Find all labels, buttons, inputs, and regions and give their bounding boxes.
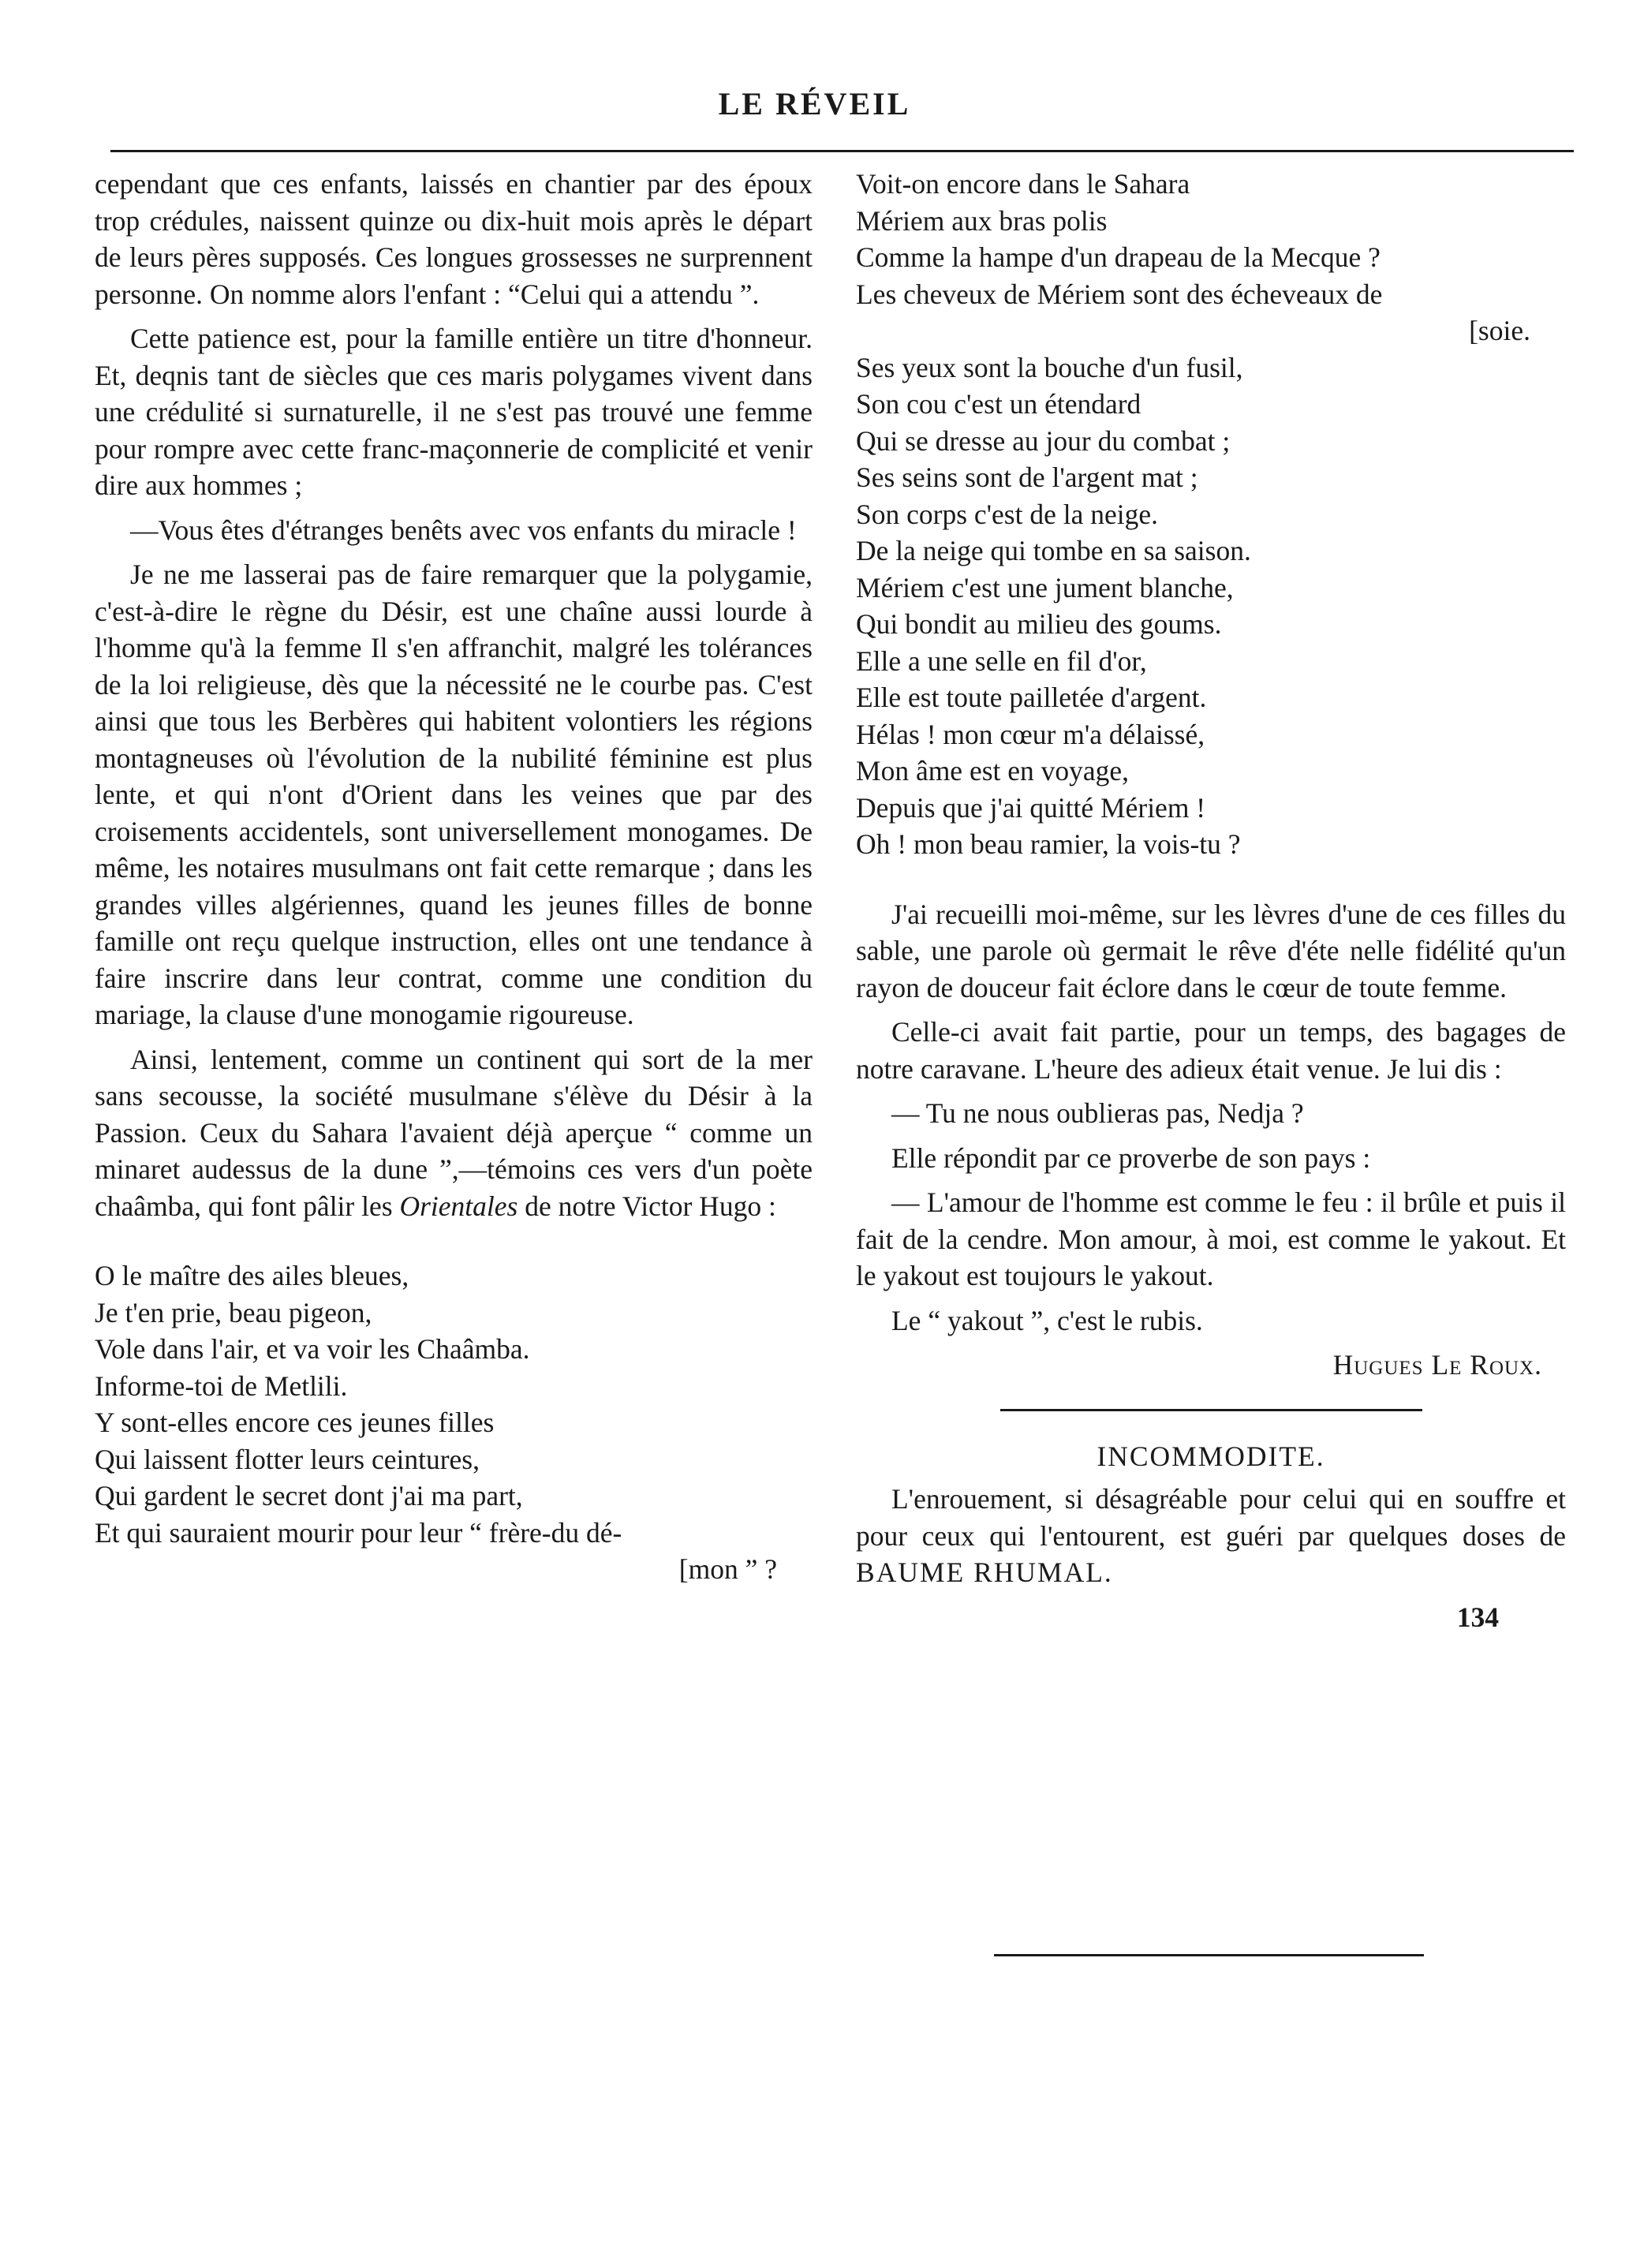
- verse-line: Vole dans l'air, et va voir les Chaâmba.: [95, 1333, 530, 1365]
- verse-line: Mériem aux bras polis: [856, 204, 1108, 237]
- verse-line: Elle a une selle en fil d'or,: [856, 645, 1147, 677]
- verse-line: Son corps c'est de la neige.: [856, 498, 1158, 530]
- italic-title: Orientales: [399, 1190, 518, 1222]
- verse-line: Y sont-elles encore ces jeunes filles: [95, 1407, 495, 1438]
- paragraph: — Tu ne nous oublieras pas, Nedja ?: [891, 1097, 1304, 1129]
- paragraph: Le “ yakout ”, c'est le rubis.: [891, 1304, 1203, 1336]
- paragraph: Celle-ci avait fait partie, pour un temps, des bagages de notre caravane. L'heure des adieux était venue. Je lui dis :: [856, 1016, 1566, 1085]
- verse-line: Voit-on encore dans le Sahara: [856, 168, 1190, 200]
- poem-stanza: [856, 166, 1566, 349]
- paragraph-with-italic: [95, 1041, 813, 1225]
- bottom-divider: [994, 1954, 1424, 1956]
- page-number: 134: [1456, 1601, 1499, 1633]
- paragraph: — L'amour de l'homme est comme le feu : il brûle et puis il fait de la cendre. Mon amour, à moi, est comme le yakout. Et le yakout est toujours le yakout.: [856, 1186, 1566, 1291]
- verse-line: Qui bondit au milieu des goums.: [856, 608, 1222, 640]
- verse-line: Hélas ! mon cœur m'a délaissé,: [856, 718, 1205, 750]
- verse-line: Je t'en prie, beau pigeon,: [95, 1296, 372, 1328]
- right-column: [856, 166, 1566, 1635]
- product-name: BAUME RHUMAL.: [856, 1556, 1113, 1588]
- notice-text: [856, 1481, 1566, 1591]
- verse-line: Son cou c'est un étendard: [856, 388, 1141, 420]
- poem-stanza: [856, 349, 1566, 863]
- verse-line: De la neige qui tombe en sa saison.: [856, 535, 1251, 566]
- verse-line: Qui gardent le secret dont j'ai ma part,: [95, 1480, 523, 1511]
- paragraph: Je ne me lasserai pas de faire remarquer que la polygamie, c'est-à-dire le règne du Désir, est une chaîne aussi lourde à l'homme qu'à la femme Il s'en affranchit, malgré les tolérances de la loi religieuse, dès que la nécessité ne le courbe pas. C'est ainsi que tous les Berbères qui habitent volontiers les régions montagneuses où l'évolution de la nubilité féminine est plus lente, et qui n'ont d'Orient dans les veines que par des croisements accidentels, sont universellement monogames. De même, les notaires musulmans ont fait cette remarque ; dans les grandes villes algériennes, quand les jeunes filles de bonne famille ont reçu quelque instruction, elles ont une tendance à faire inscrire dans leur contrat, comme une condition du mariage, la clause d'une monogamie rigoureuse.: [95, 559, 813, 1030]
- header-rule: [110, 150, 1574, 152]
- running-header: LE RÉVEIL: [718, 86, 911, 121]
- verse-line: Ses yeux sont la bouche d'un fusil,: [856, 351, 1243, 383]
- verse-line: Depuis que j'ai quitté Mériem !: [856, 791, 1206, 824]
- section-divider: [1000, 1409, 1422, 1411]
- stanza-gap: [856, 863, 1566, 896]
- paragraph: cependant que ces enfants, laissés en chantier par des époux trop crédules, naissent quinze ou dix-huit mois après le départ de leurs pères supposés. Ces longues grossesses ne surprennent personne. On nomme alors l'enfant : “Celui qui a attendu ”.: [95, 168, 813, 310]
- paragraph: Elle répondit par ce proverbe de son pays :: [891, 1141, 1371, 1174]
- verse-line: Mériem c'est une jument blanche,: [856, 571, 1234, 603]
- verse-line: Informe-toi de Metlili.: [95, 1369, 348, 1402]
- verse-line: O le maître des ailes bleues,: [95, 1260, 409, 1291]
- verse-continuation: [mon ” ?: [678, 1553, 777, 1585]
- verse-line: Mon âme est en voyage,: [856, 755, 1130, 787]
- verse-line: Comme la hampe d'un drapeau de la Mecque ?: [856, 241, 1381, 273]
- left-column: [95, 166, 813, 1588]
- verse-continuation: [soie.: [1469, 315, 1530, 346]
- verse-line: Qui se dresse au jour du combat ;: [856, 424, 1231, 457]
- notice-title: INCOMMODITE.: [1097, 1440, 1325, 1472]
- verse-line: Ses seins sont de l'argent mat ;: [856, 461, 1198, 493]
- verse-line: Oh ! mon beau ramier, la vois-tu ?: [856, 828, 1241, 860]
- text-run: de notre Victor Hugo :: [517, 1190, 776, 1222]
- paragraph: J'ai recueilli moi-même, sur les lèvres d'une de ces filles du sable, une parole où germait le rêve d'éte nelle fidélité qu'un rayon de douceur fait éclore dans le cœur de toute femme.: [856, 898, 1566, 1003]
- paragraph: —Vous êtes d'étranges benêts avec vos enfants du miracle !: [130, 514, 797, 546]
- text-run: L'enrouement, si désagréable pour celui qui en souffre et pour ceux qui l'entourent, est guéri par quelques doses de: [856, 1483, 1566, 1552]
- poem-stanza: [95, 1257, 813, 1588]
- verse-line: Qui laissent flotter leurs ceintures,: [95, 1443, 480, 1475]
- verse-line: Et qui sauraient mourir pour leur “ frère-du dé-: [95, 1516, 622, 1549]
- paragraph: Cette patience est, pour la famille entière un titre d'honneur. Et, deqnis tant de siècles que ces maris polygames vivent dans une crédulité si surnaturelle, il ne s'est pas trouvé une femme pour rompre avec cette franc-maçonnerie de complicité et venir dire aux hommes ;: [95, 323, 813, 501]
- verse-line: Les cheveux de Mériem sont des écheveaux de: [856, 278, 1383, 310]
- text-run: Ainsi, lentement, comme un continent qui sort de la mer sans secousse, la société musulmane s'élève du Désir à la Passion. Ceux du Sahara l'avaient déjà aperçue “ comme un minaret audessus de la dune ”,—témoins ces vers d'un poète chaâmba, qui font pâlir les: [95, 1043, 813, 1222]
- verse-line: Elle est toute pailletée d'argent.: [856, 682, 1207, 713]
- author-signature: Hugues Le Roux.: [1332, 1349, 1542, 1381]
